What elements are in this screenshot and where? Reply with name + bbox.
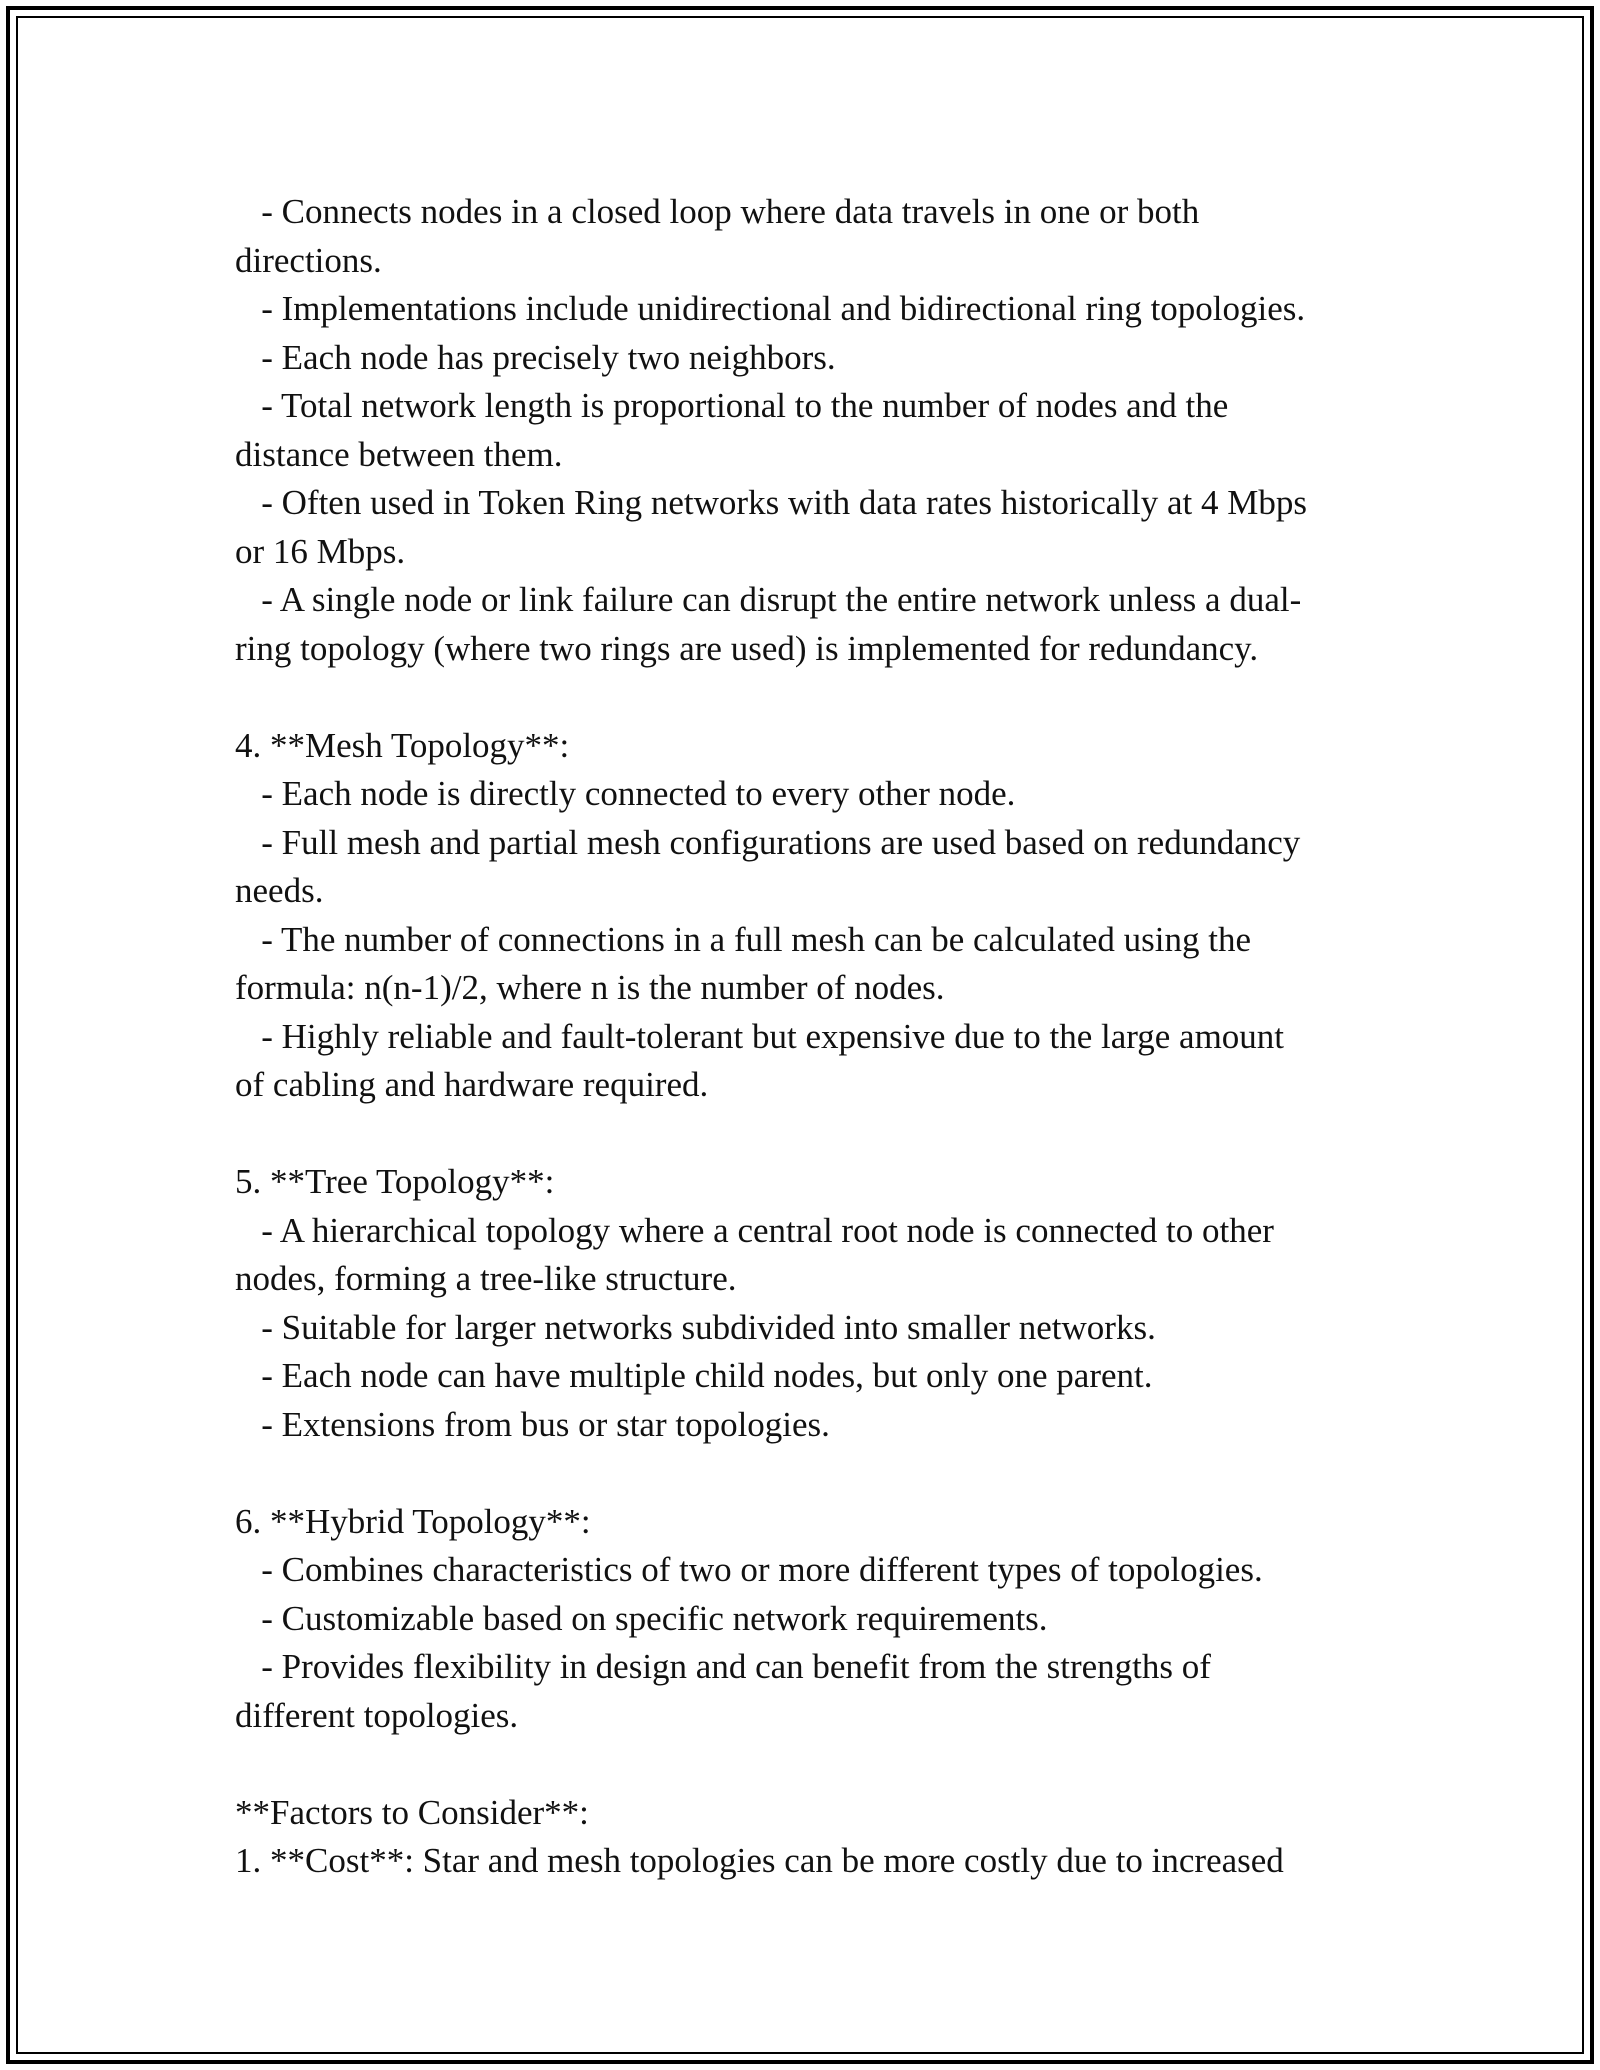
mesh-bullet-line: - Full mesh and partial mesh configurations are used based on redundancy xyxy=(235,822,1301,862)
tree-bullet-line: - Extensions from bus or star topologies. xyxy=(235,1404,830,1444)
ring-bullet-line: - A single node or link failure can disrupt the entire network unless a dual- xyxy=(235,580,1302,619)
factors-section xyxy=(235,1789,1370,1886)
mesh-bullet-line: formula: n(n-1)/2, where n is the number of nodes. xyxy=(235,968,945,1007)
ring-bullet-line: - Total network length is proportional to the number of nodes and the xyxy=(235,386,1229,425)
ring-bullet-line: - Implementations include unidirectional and bidirectional ring topologies. xyxy=(235,289,1306,328)
ring-bullet-line: or 16 Mbps. xyxy=(235,531,406,571)
section-heading: 5. **Tree Topology**: xyxy=(235,1162,555,1201)
hybrid-bullet-line: - Customizable based on specific network requirements. xyxy=(235,1598,1048,1638)
tree-bullet-line: - A hierarchical topology where a central root node is connected to other xyxy=(235,1210,1274,1250)
mesh-bullet-line: - Highly reliable and fault-tolerant but expensive due to the large amount xyxy=(235,1016,1285,1056)
document-body xyxy=(235,188,1370,1886)
ring-topology-section xyxy=(235,188,1370,673)
tree-topology-section xyxy=(235,1158,1370,1449)
mesh-bullet-line: needs. xyxy=(235,871,324,910)
hybrid-bullet-line: different topologies. xyxy=(235,1695,519,1735)
paragraph-gap xyxy=(235,1740,1370,1789)
section-heading: 6. **Hybrid Topology**: xyxy=(235,1501,591,1541)
mesh-bullet-line: of cabling and hardware required. xyxy=(235,1065,709,1104)
paragraph-gap xyxy=(235,1449,1370,1498)
tree-bullet-line: - Suitable for larger networks subdivided into smaller networks. xyxy=(235,1307,1156,1347)
ring-bullet-line: - Each node has precisely two neighbors. xyxy=(235,337,836,377)
factor-item-line: 1. **Cost**: Star and mesh topologies can be more costly due to increased xyxy=(235,1841,1284,1880)
hybrid-bullet-line: - Provides flexibility in design and can benefit from the strengths of xyxy=(235,1647,1211,1686)
hybrid-bullet-line: - Combines characteristics of two or more different types of topologies. xyxy=(235,1550,1263,1589)
paragraph-gap xyxy=(235,673,1370,722)
section-heading: **Factors to Consider**: xyxy=(235,1792,589,1832)
hybrid-topology-section xyxy=(235,1498,1370,1741)
paragraph-gap xyxy=(235,1110,1370,1159)
mesh-topology-section xyxy=(235,722,1370,1110)
tree-bullet-line: - Each node can have multiple child nodes, but only one parent. xyxy=(235,1356,1153,1395)
ring-bullet-line: ring topology (where two rings are used) is implemented for redundancy. xyxy=(235,628,1259,668)
ring-bullet-line: directions. xyxy=(235,240,382,280)
ring-bullet-line: distance between them. xyxy=(235,434,563,474)
mesh-bullet-line: - Each node is directly connected to every other node. xyxy=(235,774,1016,813)
mesh-bullet-line: - The number of connections in a full mesh can be calculated using the xyxy=(235,919,1251,959)
ring-bullet-line: - Connects nodes in a closed loop where data travels in one or both xyxy=(235,192,1200,231)
tree-bullet-line: nodes, forming a tree-like structure. xyxy=(235,1259,737,1298)
section-heading: 4. **Mesh Topology**: xyxy=(235,725,570,765)
ring-bullet-line: - Often used in Token Ring networks with data rates historically at 4 Mbps xyxy=(235,483,1307,522)
